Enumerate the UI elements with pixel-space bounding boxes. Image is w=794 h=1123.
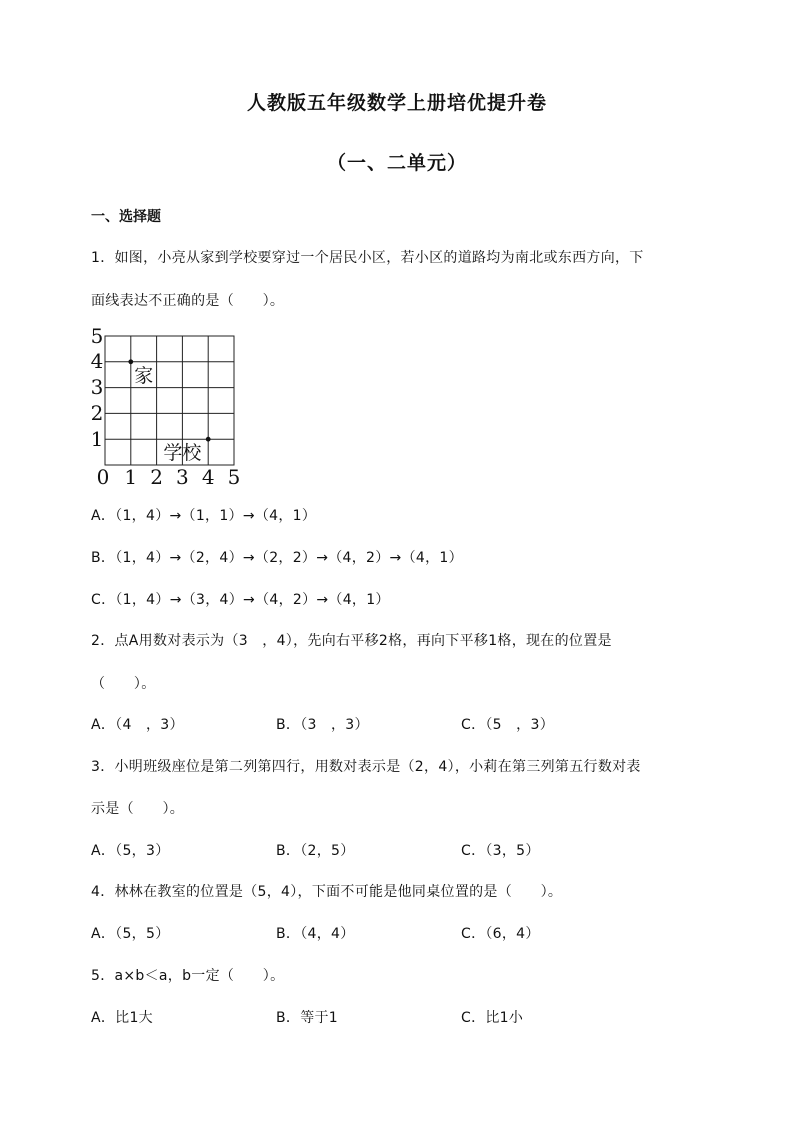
question-1-option-b: B．（1，4）→（2，4）→（2，2）→（4，2）→（4，1）: [91, 550, 463, 566]
x-tick-5: 5: [227, 465, 241, 487]
x-tick-0: 0: [96, 465, 110, 487]
question-3-option-a: A．（5，3）: [91, 843, 170, 859]
home-label: 家: [134, 365, 154, 387]
home-point: [128, 359, 133, 364]
question-4-option-b: B．（4，4）: [276, 926, 355, 942]
question-3-option-c: C．（3，5）: [461, 843, 540, 859]
question-5-line-1: 5．a×b＜a，b一定（ ）。: [91, 968, 285, 984]
question-5-option-a: A．比1大: [91, 1010, 153, 1026]
school-label: 学校: [163, 442, 202, 464]
question-3-line-1: 3．小明班级座位是第二列第四行，用数对表示是（2，4），小莉在第三列第五行数对表: [91, 759, 641, 775]
question-4-option-a: A．（5，5）: [91, 926, 170, 942]
question-5-option-c: C．比1小: [461, 1010, 524, 1026]
question-3-option-b: B．（2，5）: [276, 843, 355, 859]
section-heading-choice: 一、选择题: [91, 209, 161, 225]
question-2-option-c: C．（5 ，3）: [461, 717, 554, 733]
question-3-line-2: 示是（ ）。: [91, 801, 185, 817]
x-tick-4: 4: [201, 465, 215, 487]
question-1-option-a: A．（1，4）→（1，1）→（4，1）: [91, 508, 317, 524]
coordinate-grid-figure: [88, 325, 248, 487]
question-4-option-c: C．（6，4）: [461, 926, 540, 942]
question-5-option-b: B．等于1: [276, 1010, 339, 1026]
question-1-line-2: 面线表达不正确的是（ ）。: [91, 293, 285, 309]
y-tick-2: 2: [90, 401, 104, 425]
y-tick-3: 3: [90, 375, 104, 399]
x-tick-3: 3: [176, 465, 189, 487]
school-point: [206, 437, 211, 442]
x-tick-1: 1: [124, 465, 138, 487]
document-subtitle: （一、二单元）: [326, 152, 467, 174]
question-2-option-b: B．（3 ，3）: [276, 717, 369, 733]
y-tick-5: 5: [90, 325, 104, 348]
question-2-line-2: （ ）。: [91, 676, 156, 692]
y-tick-1: 1: [90, 427, 104, 451]
document-title: 人教版五年级数学上册培优提升卷: [246, 92, 547, 114]
y-axis-ticks: [91, 325, 104, 451]
x-axis-ticks: [97, 465, 241, 487]
y-tick-4: 4: [90, 349, 104, 373]
question-1-option-c: C．（1，4）→（3，4）→（4，2）→（4，1）: [91, 592, 390, 608]
question-2-line-1: 2．点A用数对表示为（3 ，4），先向右平移2格，再向下平移1格，现在的位置是: [91, 633, 612, 649]
question-4-line-1: 4．林林在教室的位置是（5，4），下面不可能是他同桌位置的是（ ）。: [91, 884, 563, 900]
question-2-option-a: A．（4 ，3）: [91, 717, 184, 733]
question-1-line-1: 1．如图，小亮从家到学校要穿过一个居民小区，若小区的道路均为南北或东西方向，下: [91, 250, 644, 266]
x-tick-2: 2: [150, 465, 163, 487]
